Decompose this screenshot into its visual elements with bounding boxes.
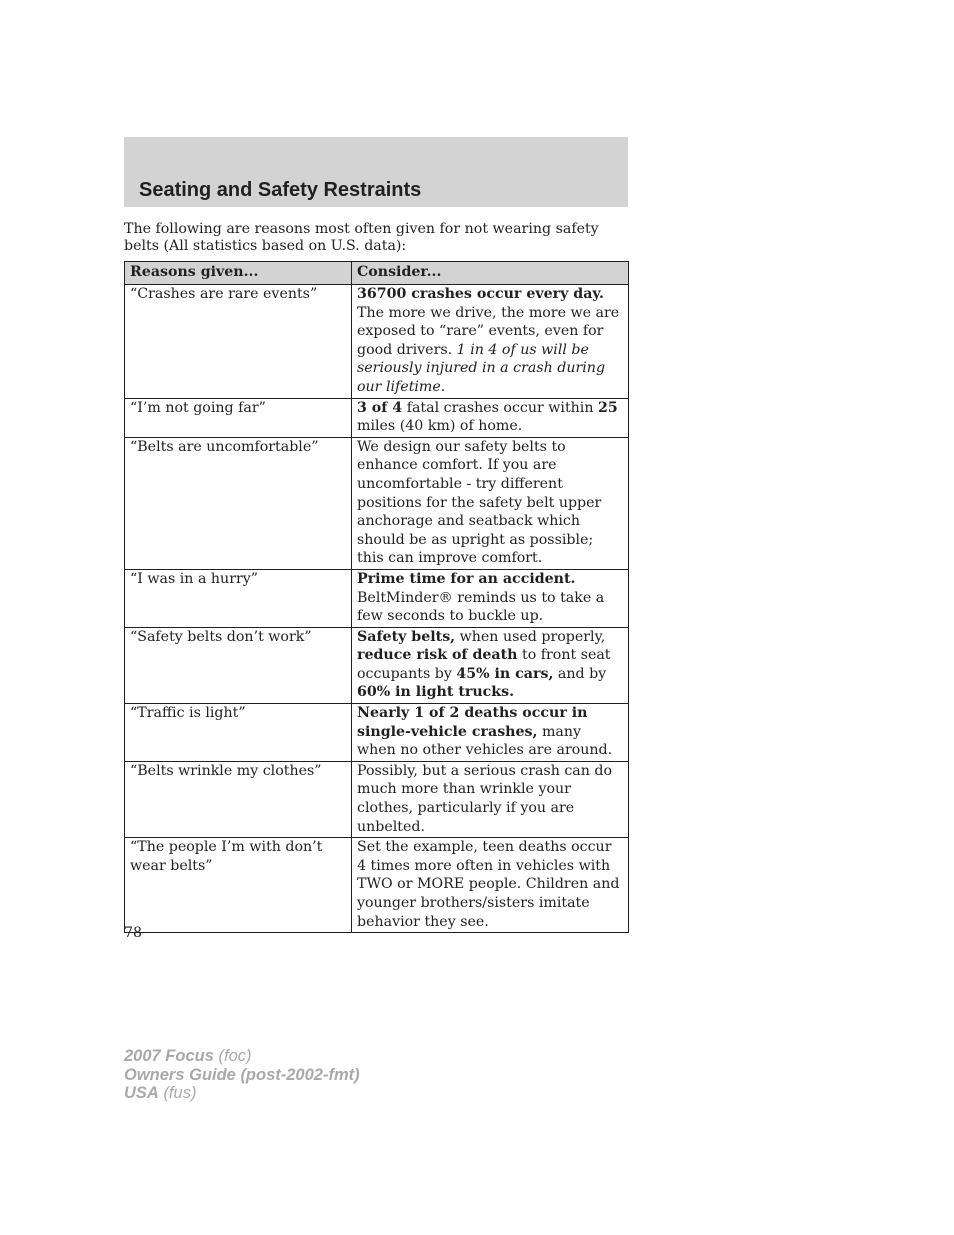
consider-cell (352, 285, 629, 399)
reason-cell: “Crashes are rare events” (125, 285, 352, 399)
section-title: Seating and Safety Restraints (139, 179, 422, 201)
consider-text: when used properly, (455, 628, 606, 645)
table-body (125, 285, 629, 933)
footer-line-model (124, 1047, 360, 1066)
consider-cell (352, 761, 629, 837)
reason-cell: “Traffic is light” (125, 704, 352, 762)
consider-text: The more we drive, the more we are exposed to “rare” events, even for good drivers. (357, 304, 620, 358)
consider-text: 60% in light trucks. (357, 684, 515, 701)
consider-text: fatal crashes occur within (402, 399, 598, 416)
consider-cell (352, 627, 629, 703)
consider-text: and by (553, 665, 607, 682)
consider-text: Possibly, but a serious crash can do much more than wrinkle your clothes, particularly if you are unbelted. (357, 762, 613, 835)
consider-text: Set the example, teen deaths occur 4 times more often in vehicles with TWO or MORE people. Children and younger brothers/sisters imitate behavior they see. (357, 839, 620, 930)
consider-cell (352, 704, 629, 762)
reasons-table (124, 261, 629, 933)
reason-cell: “Safety belts don’t work” (125, 627, 352, 703)
document-footer (124, 1047, 360, 1103)
consider-cell (352, 838, 629, 933)
consider-text: 25 (598, 399, 618, 416)
consider-text: We design our safety belts to enhance comfort. If you are uncomfortable - try different positions for the safety belt upper anchorage and seatback which should be as upright as possible; this can improve comfort. (357, 438, 602, 567)
reason-cell: “The people I’m with don’t wear belts” (125, 838, 352, 933)
reason-cell: “Belts wrinkle my clothes” (125, 761, 352, 837)
intro-paragraph: The following are reasons most often given for not wearing safety belts (All statistics based on U.S. data): (124, 221, 599, 254)
consider-text: miles (40 km) of home. (357, 418, 523, 435)
consider-text: to front seat occupants by (357, 647, 611, 682)
consider-text: 36700 crashes occur every day. (357, 286, 604, 302)
consider-text: 45% in cars, (456, 665, 554, 682)
table-row (125, 627, 629, 703)
table-row (125, 285, 629, 399)
consider-text: Nearly 1 of 2 deaths occur in single-vehicle crashes, (357, 705, 588, 740)
consider-text: Safety belts, (357, 628, 456, 645)
section-header (124, 137, 628, 207)
table-row (125, 398, 629, 437)
consider-cell (352, 437, 629, 569)
column-header-reasons: Reasons given... (125, 262, 352, 285)
consider-cell (352, 569, 629, 627)
reason-cell: “I’m not going far” (125, 398, 352, 437)
reason-cell: “Belts are uncomfortable” (125, 437, 352, 569)
footer-market-code: (fus) (163, 1084, 197, 1102)
footer-model: 2007 Focus (124, 1047, 214, 1065)
consider-text: BeltMinder® reminds us to take a few seconds to buckle up. (357, 589, 605, 625)
consider-text: Prime time for an accident. (357, 570, 576, 587)
consider-text: 3 of 4 (357, 399, 403, 416)
table-row (125, 761, 629, 837)
table-row (125, 437, 629, 569)
footer-line-guide (124, 1066, 360, 1085)
reason-cell: “I was in a hurry” (125, 569, 352, 627)
table-row (125, 704, 629, 762)
consider-cell (352, 398, 629, 437)
table-row (125, 838, 629, 933)
column-header-consider: Consider... (352, 262, 629, 285)
footer-market: USA (124, 1084, 159, 1102)
page-number: 78 (124, 925, 143, 941)
table-row (125, 569, 629, 627)
consider-text: many when no other vehicles are around. (357, 723, 613, 759)
table-header-row (125, 262, 629, 285)
footer-model-code: (foc) (218, 1047, 252, 1065)
footer-guide: Owners Guide (post-2002-fmt) (124, 1065, 360, 1084)
consider-text: reduce risk of death (357, 647, 518, 664)
consider-text: 1 in 4 of us will be seriously injured in a crash during our lifetime. (357, 341, 606, 395)
footer-line-market (124, 1084, 360, 1103)
